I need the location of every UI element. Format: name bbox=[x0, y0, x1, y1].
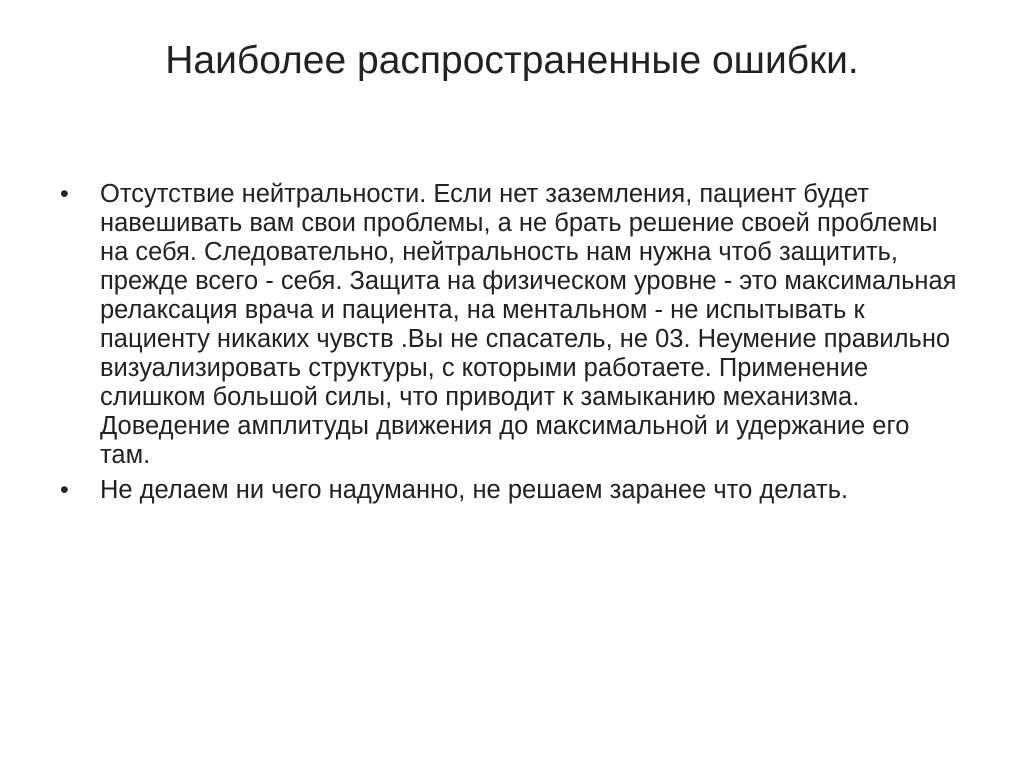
bullet-icon: • bbox=[60, 180, 69, 208]
slide-title: Наиболее распространенные ошибки. bbox=[165, 39, 859, 82]
bullet-item-2 bbox=[60, 476, 960, 505]
bullet-text: Не делаем ни чего надуманно, не решаем заранее что делать. bbox=[100, 476, 849, 504]
bullet-item-1 bbox=[60, 180, 960, 470]
bullet-icon: • bbox=[60, 476, 69, 504]
bullet-text: Отсутствие нейтральности. Если нет заземления, пациент будет навешивать вам свои проблемы, а не брать решение своей проблемы на себя. Следовательно, нейтральность нам нужна чтоб защитить, прежде всего - себя. Защита на физическом уровне - это максимальная релаксация врача и пациента, на ментальном - не испытывать к пациенту никаких чувств .Вы не спасатель, не 03. Неумение правильно визуализировать структуры, с которыми работаете. Применение слишком большой силы, что приводит к замыканию механизма. Доведение амплитуды движения до максимальной и удержание его там. bbox=[100, 180, 957, 469]
bullet-list bbox=[60, 180, 960, 511]
